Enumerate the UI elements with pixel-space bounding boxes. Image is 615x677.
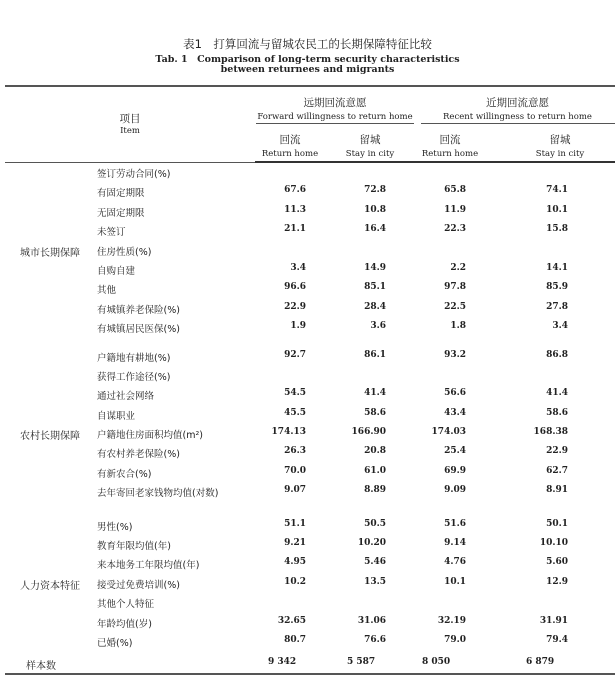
row-value: 80.7 (284, 634, 306, 645)
row-value: 10.1 (546, 204, 568, 215)
row-value: 97.8 (444, 282, 466, 293)
table-row (0, 535, 615, 554)
row-value: 58.6 (546, 407, 568, 418)
row-value: 10.1 (444, 576, 466, 587)
row-value: 27.8 (546, 301, 568, 312)
header-col-en: Stay in city (535, 149, 585, 159)
row-value: 22.9 (546, 446, 568, 457)
row-item-label: 年龄均值(岁) (97, 618, 152, 630)
sample-size-row (0, 654, 615, 673)
row-value: 1.9 (290, 321, 306, 332)
header-col-en: Return home (421, 149, 479, 159)
row-value: 22.3 (444, 224, 466, 235)
table-row (0, 202, 615, 221)
row-value: 45.5 (284, 407, 306, 418)
row-item-label: 通过社会网络 (97, 391, 155, 403)
row-value: 28.4 (364, 301, 386, 312)
row-value: 58.6 (364, 407, 386, 418)
row-item-label: 未签订 (97, 227, 126, 239)
row-item-label: 有城镇居民医保(%) (97, 324, 180, 336)
table-row (0, 554, 615, 573)
table-row (0, 299, 615, 318)
table-row (0, 385, 615, 404)
row-value: 92.7 (284, 349, 306, 360)
row-value: 20.8 (364, 446, 386, 457)
row-value: 67.6 (284, 185, 306, 196)
table-row (0, 347, 615, 366)
row-value: 9.09 (444, 485, 466, 496)
header-item (95, 111, 165, 136)
row-value: 11.9 (444, 204, 466, 215)
top-rule (5, 85, 615, 87)
bottom-rule (5, 673, 615, 675)
header-col-zh: 留城 (549, 134, 571, 146)
row-value: 16.4 (364, 224, 386, 235)
table-title-en-line2: between returnees and migrants (220, 64, 395, 75)
row-value: 10.10 (539, 538, 568, 549)
row-value: 50.5 (364, 518, 386, 529)
row-value: 69.9 (444, 465, 466, 476)
table-row (0, 463, 615, 482)
table-row (0, 182, 615, 201)
row-item-label: 教育年限均值(年) (97, 541, 171, 553)
group-rule-forward (256, 123, 414, 124)
header-col-en: Return home (261, 149, 319, 159)
row-item-label: 其他个人特征 (97, 599, 155, 611)
row-value: 9.07 (284, 485, 306, 496)
row-item-label: 有农村养老保险(%) (97, 449, 180, 461)
table-row (0, 221, 615, 240)
table-row (0, 574, 615, 593)
section-label: 农村长期保障 (20, 431, 80, 443)
section-label: 人力资本特征 (20, 580, 80, 592)
row-value: 4.76 (444, 557, 466, 568)
row-value: 4.95 (284, 557, 306, 568)
table-row (0, 163, 615, 182)
row-value: 12.9 (546, 576, 568, 587)
table-row (0, 632, 615, 651)
row-value: 85.1 (364, 282, 386, 293)
header-group-forward (255, 95, 415, 122)
row-value: 26.3 (284, 446, 306, 457)
row-value: 86.1 (364, 349, 386, 360)
row-value: 5.46 (364, 557, 386, 568)
row-value: 51.1 (284, 518, 306, 529)
row-value: 41.4 (546, 388, 568, 399)
row-item-label: 去年寄回老家钱物均值(对数) (97, 488, 219, 500)
row-value: 166.90 (351, 427, 386, 438)
sample-size-value: 8 050 (422, 657, 451, 668)
table-title-en-line1: Tab. 1 Comparison of long-term security characteristics (155, 54, 460, 65)
row-value: 13.5 (364, 576, 386, 587)
row-value: 174.13 (271, 427, 306, 438)
row-value: 3.4 (552, 321, 568, 332)
row-value: 43.4 (444, 407, 466, 418)
row-value: 9.14 (444, 538, 466, 549)
row-value: 31.91 (539, 615, 568, 626)
row-item-label: 其他 (97, 285, 117, 297)
row-value: 31.06 (357, 615, 386, 626)
row-item-label: 获得工作途径(%) (97, 371, 171, 383)
row-value: 70.0 (284, 465, 306, 476)
row-item-label: 已婚(%) (97, 637, 133, 649)
row-item-label: 男性(%) (97, 521, 133, 533)
header-group-en: Forward willingness to return home (257, 112, 413, 122)
table-row (0, 279, 615, 298)
row-value: 1.8 (450, 321, 466, 332)
row-value: 32.19 (437, 615, 466, 626)
row-item-label: 无固定期限 (97, 207, 145, 219)
header-col-2 (335, 132, 405, 159)
row-value: 62.7 (546, 465, 568, 476)
row-value: 96.6 (284, 282, 306, 293)
row-value: 11.3 (284, 204, 306, 215)
row-value: 72.8 (364, 185, 386, 196)
table-row (0, 424, 615, 443)
row-item-label: 来本地务工年限均值(年) (97, 560, 200, 572)
table-row (0, 613, 615, 632)
header-col-3 (415, 132, 485, 159)
row-value: 41.4 (364, 388, 386, 399)
row-item-label: 有城镇养老保险(%) (97, 304, 180, 316)
row-value: 14.9 (364, 262, 386, 273)
table-row (0, 516, 615, 535)
table-title-zh: 表1 打算回流与留城农民工的长期保障特征比较 (183, 37, 432, 51)
table-row (0, 443, 615, 462)
header-col-en: Stay in city (345, 149, 395, 159)
header-group-zh: 近期回流意愿 (486, 97, 549, 109)
row-value: 51.6 (444, 518, 466, 529)
row-item-label: 户籍地有耕地(%) (97, 352, 171, 364)
header-col-1 (255, 132, 325, 159)
row-value: 21.1 (284, 224, 306, 235)
row-value: 65.8 (444, 185, 466, 196)
row-value: 9.21 (284, 538, 306, 549)
row-value: 54.5 (284, 388, 306, 399)
row-value: 85.9 (546, 282, 568, 293)
row-value: 10.2 (284, 576, 306, 587)
table-row (0, 318, 615, 337)
sample-size-value: 9 342 (268, 657, 297, 668)
row-value: 61.0 (364, 465, 386, 476)
row-value: 22.9 (284, 301, 306, 312)
row-item-label: 有新农合(%) (97, 468, 152, 480)
row-value: 79.4 (546, 634, 568, 645)
table-row (0, 260, 615, 279)
section-gap (0, 338, 615, 347)
header-item-zh: 项目 (119, 113, 141, 125)
table-row (0, 366, 615, 385)
row-value: 2.2 (450, 262, 466, 273)
row-item-label: 户籍地住房面积均值(m²) (97, 430, 203, 442)
row-value: 15.8 (546, 224, 568, 235)
row-value: 25.4 (444, 446, 466, 457)
row-item-label: 接受过免费培训(%) (97, 579, 180, 591)
row-value: 8.91 (546, 485, 568, 496)
row-value: 3.6 (370, 321, 386, 332)
header-col-4 (520, 132, 600, 159)
row-value: 93.2 (444, 349, 466, 360)
table-body (0, 163, 615, 674)
row-item-label: 签订劳动合同(%) (97, 169, 171, 180)
sample-size-value: 6 879 (526, 657, 555, 668)
row-value: 5.60 (546, 557, 568, 568)
row-value: 86.8 (546, 349, 568, 360)
row-value: 14.1 (546, 262, 568, 273)
row-value: 10.8 (364, 204, 386, 215)
sample-size-value: 5 587 (347, 657, 376, 668)
section-gap (0, 502, 615, 516)
row-value: 10.20 (357, 538, 386, 549)
group-rule-recent (421, 123, 615, 124)
row-item-label: 有固定期限 (97, 188, 145, 200)
row-value: 22.5 (444, 301, 466, 312)
table-row (0, 241, 615, 260)
header-col-zh: 留城 (359, 134, 381, 146)
row-value: 32.65 (277, 615, 306, 626)
row-value: 3.4 (290, 262, 306, 273)
sample-size-label: 样本数 (26, 661, 56, 673)
table-row (0, 482, 615, 501)
header-item-en: Item (120, 126, 140, 136)
row-item-label: 住房性质(%) (97, 246, 152, 258)
row-value: 50.1 (546, 518, 568, 529)
row-value: 76.6 (364, 634, 386, 645)
section-label: 城市长期保障 (20, 247, 80, 259)
table-row (0, 593, 615, 612)
table-row (0, 405, 615, 424)
header-group-recent (420, 95, 615, 122)
header-group-en: Recent willingness to return home (443, 112, 592, 122)
header-col-zh: 回流 (279, 134, 301, 146)
header-group-zh: 远期回流意愿 (303, 97, 367, 109)
row-value: 8.89 (364, 485, 386, 496)
row-item-label: 自谋职业 (97, 410, 136, 422)
row-value: 79.0 (444, 634, 466, 645)
row-value: 56.6 (444, 388, 466, 399)
row-value: 74.1 (546, 185, 568, 196)
row-value: 174.03 (431, 427, 466, 438)
row-item-label: 自购自建 (97, 265, 136, 277)
row-value: 168.38 (533, 427, 568, 438)
header-col-zh: 回流 (439, 134, 461, 146)
